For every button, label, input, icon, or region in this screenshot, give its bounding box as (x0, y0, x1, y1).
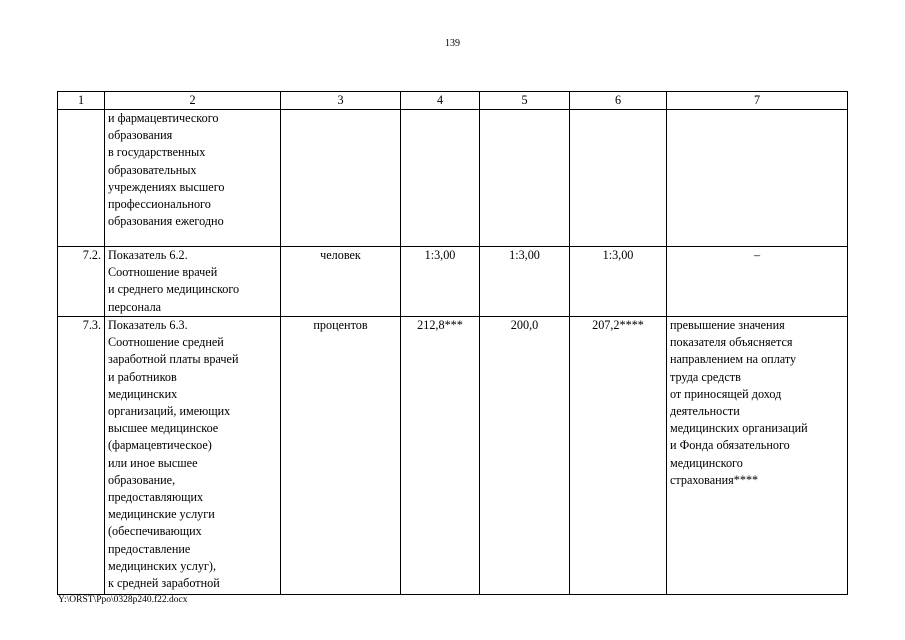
indicator-description: Показатель 6.3. Соотношение средней заработной платы врачей и работников медицинских организаций, имеющих высшее медицинское (фармацевтическое) или иное высшее образование, предоставляющих медицинские услуги (обеспечивающих предоставление медицинских услуг), к средней заработной (105, 317, 281, 595)
header-cell-6: 6 (570, 92, 667, 110)
indicator-description: Показатель 6.2. Соотношение врачей и среднего медицинского персонала (105, 247, 281, 317)
header-cell-7: 7 (667, 92, 848, 110)
comment-cell (667, 110, 848, 247)
header-cell-4: 4 (401, 92, 480, 110)
comment-cell: – (667, 247, 848, 317)
table-row (58, 110, 848, 247)
value-cell: 212,8*** (401, 317, 480, 595)
row-number (58, 110, 105, 247)
header-cell-1: 1 (58, 92, 105, 110)
table-row (58, 317, 848, 595)
header-cell-5: 5 (480, 92, 570, 110)
table-row (58, 247, 848, 317)
header-cell-3: 3 (281, 92, 401, 110)
page-number: 139 (445, 38, 460, 49)
unit-cell (281, 110, 401, 247)
value-cell: 1:3,00 (401, 247, 480, 317)
value-cell: 200,0 (480, 317, 570, 595)
row-number: 7.2. (58, 247, 105, 317)
value-cell: 1:3,00 (570, 247, 667, 317)
row-number: 7.3. (58, 317, 105, 595)
unit-cell: процентов (281, 317, 401, 595)
indicator-table (57, 91, 848, 595)
value-cell (401, 110, 480, 247)
comment-cell: превышение значения показателя объясняется направлением на оплату труда средств от приносящей доход деятельности медицинских организаций и Фонда обязательного медицинского страхования**** (667, 317, 848, 595)
value-cell: 1:3,00 (480, 247, 570, 317)
indicator-description: и фармацевтического образования в государственных образовательных учреждениях высшего профессионального образования ежегодно (105, 110, 281, 247)
header-cell-2: 2 (105, 92, 281, 110)
value-cell (570, 110, 667, 247)
unit-cell: человек (281, 247, 401, 317)
footer-file-path: Y:\ORST\Ppo\0328p240.f22.docx (58, 595, 188, 605)
table-header-row (58, 92, 848, 110)
value-cell (480, 110, 570, 247)
value-cell: 207,2**** (570, 317, 667, 595)
